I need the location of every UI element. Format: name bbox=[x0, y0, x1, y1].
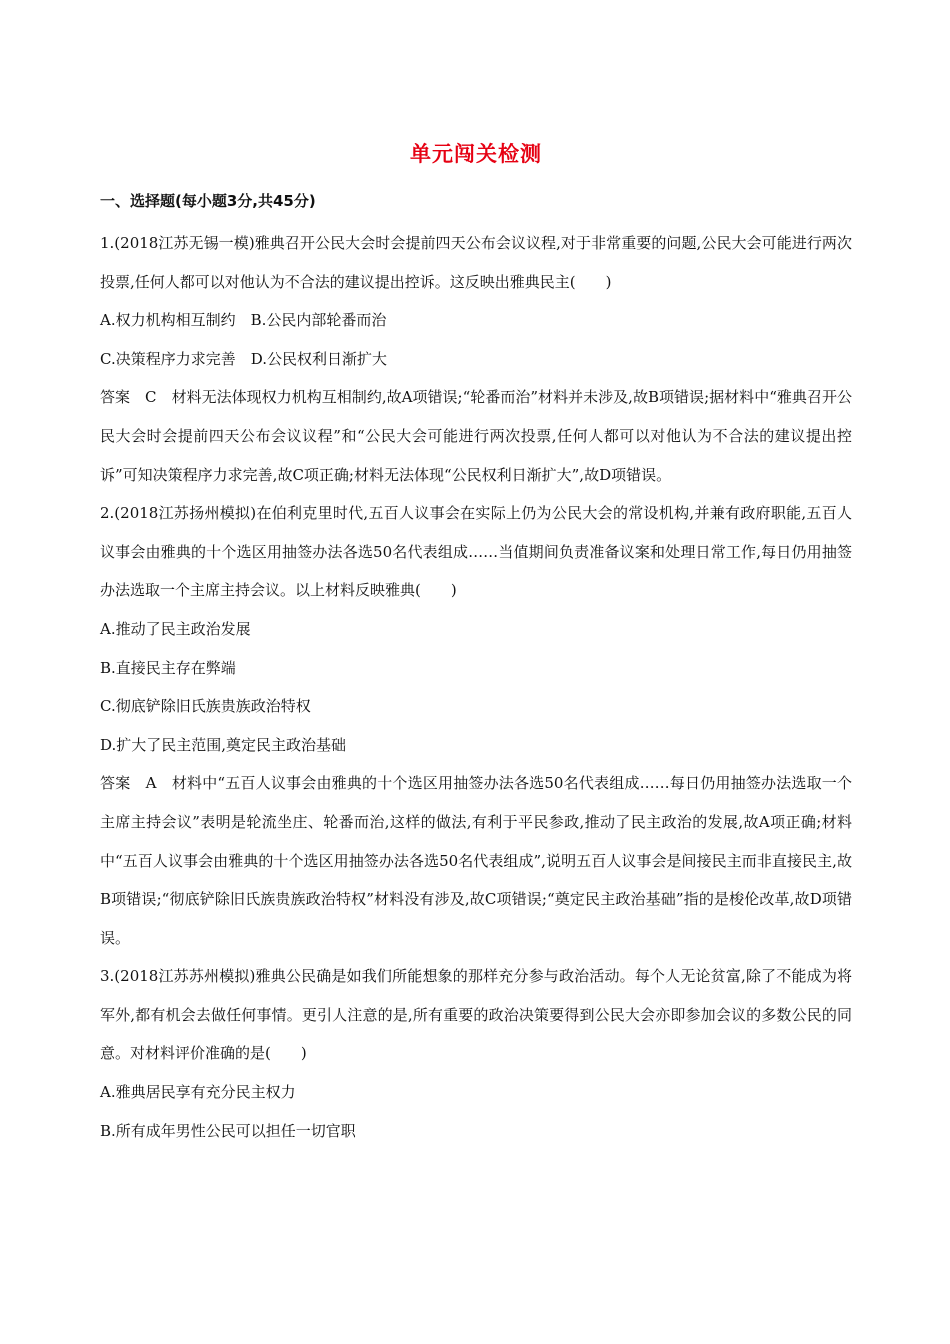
question-3-stem: 3.(2018江苏苏州模拟)雅典公民确是如我们所能想象的那样充分参与政治活动。每个人无论贫富,除了不能成为将军外,都有机会去做任何事情。更引人注意的是,所有重要的政治决策要得到公民大会亦即参加会议的多数公民的同意。对材料评价准确的是( ) bbox=[100, 967, 852, 1063]
question-2-option-b: B.直接民主存在弊端 bbox=[100, 658, 236, 677]
question-2-stem: 2.(2018江苏扬州模拟)在伯利克里时代,五百人议事会在实际上仍为公民大会的常设机构,并兼有政府职能,五百人议事会由雅典的十个选区用抽签办法各选50名代表组成……当值期间负责准备议案和处理日常工作,每日仍用抽签办法选取一个主席主持会议。以上材料反映雅典( ) bbox=[100, 504, 852, 600]
question-1-answer: 答案 C 材料无法体现权力机构互相制约,故A项错误;“轮番而治”材料并未涉及,故B项错误;据材料中“雅典召开公民大会时会提前四天公布会议议程”和“公民大会可能进行两次投票,任何人都可以对他认为不合法的建议提出控诉”可知决策程序力求完善,故C项正确;材料无法体现“公民权利日渐扩大”,故D项错误。 bbox=[100, 388, 852, 484]
question-2-option-a: A.推动了民主政治发展 bbox=[100, 619, 251, 638]
question-2-option-c: C.彻底铲除旧氏族贵族政治特权 bbox=[100, 697, 311, 716]
page-title: 单元闯关检测 bbox=[410, 142, 542, 166]
question-list bbox=[100, 224, 852, 1150]
question-2-answer: 答案 A 材料中“五百人议事会由雅典的十个选区用抽签办法各选50名代表组成……每日仍用抽签办法选取一个主席主持会议”表明是轮流坐庄、轮番而治,这样的做法,有利于平民参政,推动了民主政治的发展,故A项正确;材料中“五百人议事会由雅典的十个选区用抽签办法各选50名代表组成”,说明五百人议事会是间接民主而非直接民主,故B项错误;“彻底铲除旧氏族贵族政治特权”材料没有涉及,故C项错误;“奠定民主政治基础”指的是梭伦改革,故D项错误。 bbox=[100, 774, 852, 947]
question-2-option-d: D.扩大了民主范围,奠定民主政治基础 bbox=[100, 735, 347, 754]
question-1-stem: 1.(2018江苏无锡一模)雅典召开公民大会时会提前四天公布会议议程,对于非常重要的问题,公民大会可能进行两次投票,任何人都可以对他认为不合法的建议提出控诉。这反映出雅典民主( ) bbox=[100, 234, 852, 291]
question-1-options-cd: C.决策程序力求完善 D.公民权利日渐扩大 bbox=[100, 349, 387, 368]
question-1-options-ab: A.权力机构相互制约 B.公民内部轮番而治 bbox=[100, 311, 387, 330]
question-3-option-a: A.雅典居民享有充分民主权力 bbox=[100, 1083, 296, 1102]
section-heading: 一、选择题(每小题3分,共45分) bbox=[100, 192, 316, 210]
question-3-option-b: B.所有成年男性公民可以担任一切官职 bbox=[100, 1121, 356, 1140]
